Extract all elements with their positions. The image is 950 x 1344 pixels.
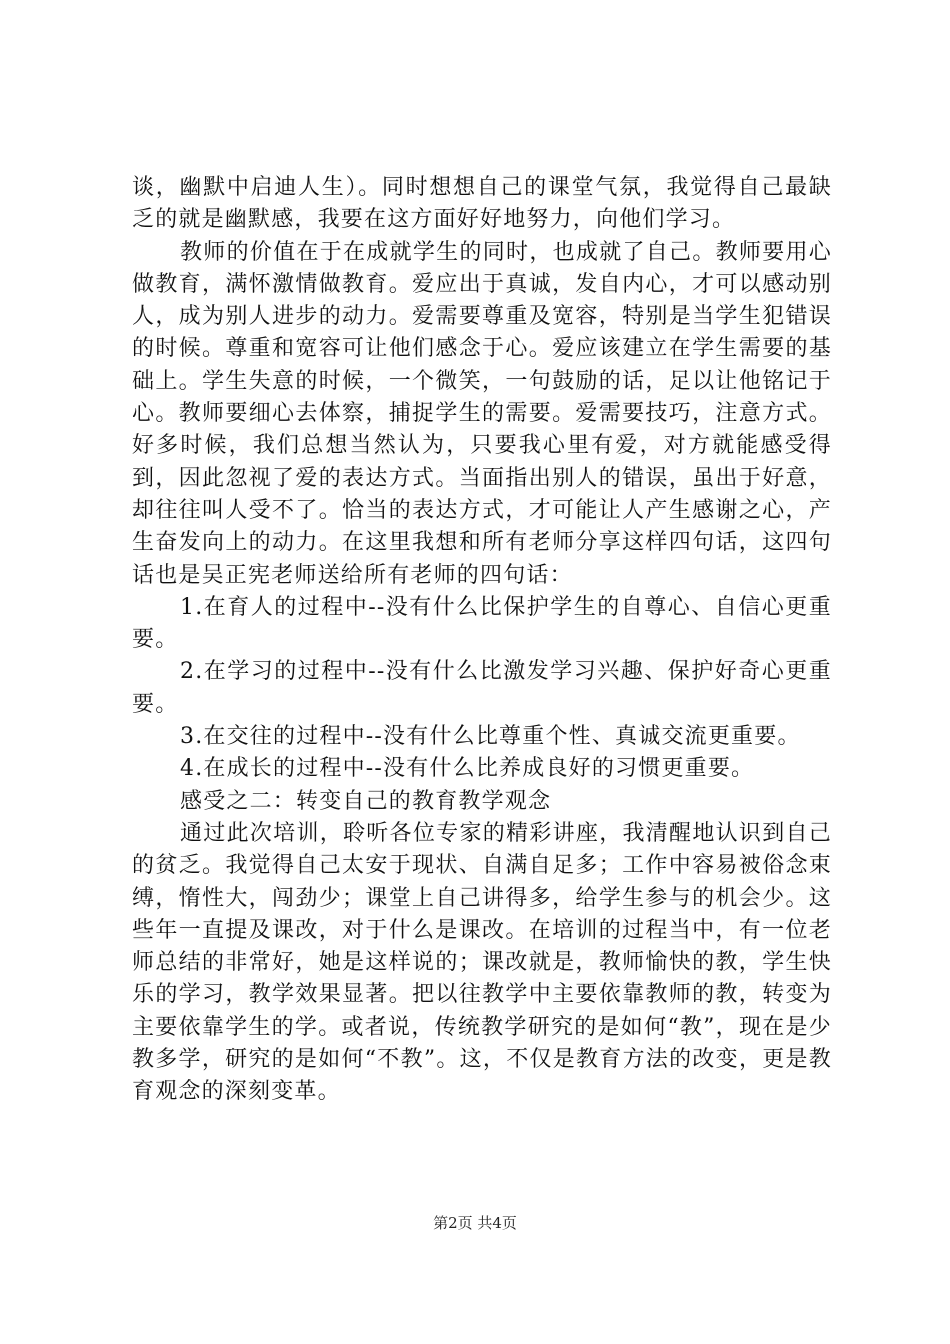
list-item-2: 2.在学习的过程中--没有什么比激发学习兴趣、保护好奇心更重要。 (132, 659, 832, 717)
section-heading: 感受之二：转变自己的教育教学观念 (180, 788, 552, 814)
list-item-1: 1.在育人的过程中--没有什么比保护学生的自尊心、自信心更重要。 (132, 594, 832, 653)
paragraph-training: 通过此次培训，聆听各位专家的精彩讲座，我清醒地认识到自己的贫乏。我觉得自己太安于现状、自满自足多；工作中容易被俗念束缚，惰性大，闯劲少；课堂上自己讲得多，给学生参与的机会少。这些年一直提及课改，对于什么是课改。在培训的过程当中，有一位老师总结的非常好，她是这样说的；课改就是，教师愉快的教，学生快乐的学习，教学效果显著。把以往教学中主要依靠教师的教，转变为主要依靠学生的学。或者说，传统教学研究的是如何“教”，现在是少教多学，研究的是如何“不教”。这，不仅是教育方法的改变，更是教育观念的深刻变革。 (132, 820, 832, 1105)
paragraph-teacher-value: 教师的价值在于在成就学生的同时，也成就了自己。教师要用心做教育，满怀激情做教育。爱应出于真诚，发自内心，才可以感动别人，成为别人进步的动力。爱需要尊重及宽容，特别是当学生犯错误的时候。尊重和宽容可让他们感念于心。爱应该建立在学生需要的基础上。学生失意的时候，一个微笑，一句鼓励的话，足以让他铭记于心。教师要细心去体察，捕捉学生的需要。爱需要技巧，注意方式。好多时候，我们总想当然认为，只要我心里有爱，对方就能感受得到，因此忽视了爱的表达方式。当面指出别人的错误，虽出于好意，却往往叫人受不了。恰当的表达方式，才可能让人产生感谢之心，产生奋发向上的动力。在这里我想和所有老师分享这样四句话，这四句话也是吴正宪老师送给所有老师的四句话： (132, 239, 832, 588)
paragraph-continuation: 谈，幽默中启迪人生）。同时想想自己的课堂气氛，我觉得自己最缺乏的就是幽默感，我要在这方面好好地努力，向他们学习。 (132, 175, 832, 233)
list-item-4: 4.在成长的过程中--没有什么比养成良好的习惯更重要。 (180, 756, 755, 782)
document-body (132, 172, 832, 1109)
list-item-3: 3.在交往的过程中--没有什么比尊重个性、真诚交流更重要。 (180, 724, 801, 750)
page-footer: 第2页 共4页 (433, 1214, 517, 1232)
